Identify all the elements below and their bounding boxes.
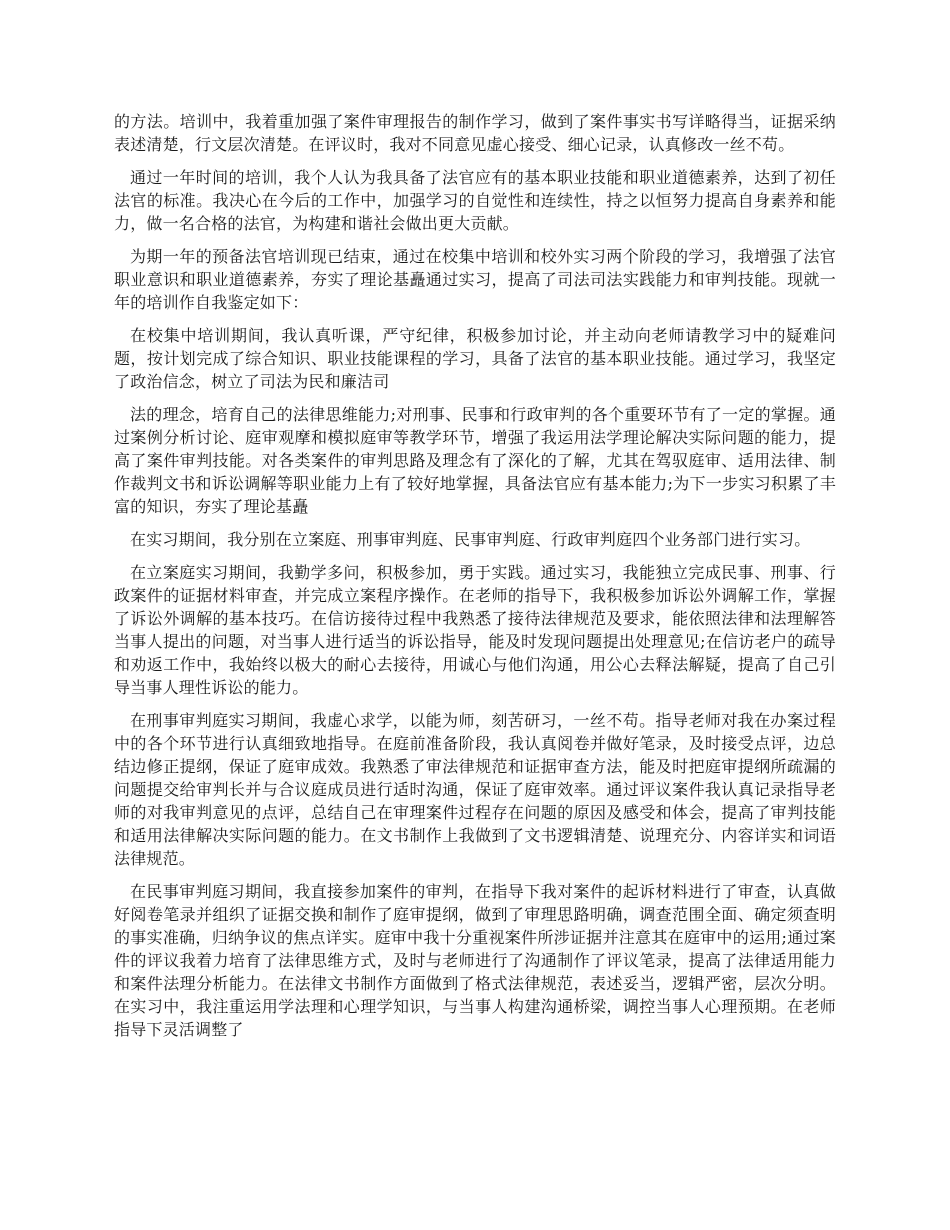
paragraph-2: 通过一年时间的培训，我个人认为我具备了法官应有的基本职业技能和职业道德素养，达到了初任法官的标准。我决心在今后的工作中，加强学习的自觉性和连续性，持之以恒努力提高自身素养和能力，做一名合格的法官，为构建和谐社会做出更大贡献。	[114, 168, 836, 233]
paragraph-5: 法的理念，培育自己的法律思维能力;对刑事、民事和行政审判的各个重要环节有了一定的掌握。通过案例分析讨论、庭审观摩和模拟庭审等教学环节，增强了我运用法学理论解决实际问题的能力，提高了案件审判技能。对各类案件的审判思路及理念有了深化的了解，尤其在驾驭庭审、适用法律、制作裁判文书和诉讼调解等职业能力上有了较好地掌握，具备法官应有基本能力;为下一步实习积累了丰富的知识，夯实了理论基矗	[114, 405, 836, 516]
paragraph-7: 在立案庭实习期间，我勤学多问，积极参加，勇于实践。通过实习，我能独立完成民事、刑事、行政案件的证据材料审查，并完成立案程序操作。在老师的指导下，我积极参加诉讼外调解工作，掌握了诉讼外调解的基本技巧。在信访接待过程中我熟悉了接待法律规范及要求，能依照法律和法理解答当事人提出的问题，对当事人进行适当的诉讼指导，能及时发现问题提出处理意见;在信访老户的疏导和劝返工作中，我始终以极大的耐心去接待，用诚心与他们沟通，用公心去释法解疑，提高了自己引导当事人理性诉讼的能力。	[114, 563, 836, 697]
paragraph-6: 在实习期间，我分别在立案庭、刑事审判庭、民事审判庭、行政审判庭四个业务部门进行实习。	[130, 530, 811, 549]
paragraph-8: 在刑事审判庭实习期间，我虚心求学，以能为师，刻苦研习，一丝不苟。指导老师对我在办案过程中的各个环节进行认真细致地指导。在庭前准备阶段，我认真阅卷并做好笔录，及时接受点评，边总结边修正提纲，保证了庭审成效。我熟悉了审法律规范和证据审查方法，能及时把庭审提纲所疏漏的问题提交给审判长并与合议庭成员进行适时沟通，保证了庭审效率。通过评议案件我认真记录指导老师的对我审判意见的点评，总结自己在审理案件过程存在问题的原因及感受和体会，提高了审判技能和适用法律解决实际问题的能力。在文书制作上我做到了文书逻辑清楚、说理充分、内容详实和词语法律规范。	[114, 711, 836, 868]
paragraph-4: 在校集中培训期间，我认真听课，严守纪律，积极参加讨论，并主动向老师请教学习中的疑难问题，按计划完成了综合知识、职业技能课程的学习，具备了法官的基本职业技能。通过学习，我坚定了政治信念，树立了司法为民和廉洁司	[114, 326, 836, 391]
paragraph-1: 的方法。培训中，我着重加强了案件审理报告的制作学习，做到了案件事实书写详略得当，证据采纳表述清楚，行文层次清楚。在评议时，我对不同意见虚心接受、细心记录，认真修改一丝不苟。	[114, 112, 836, 154]
document-page	[114, 110, 836, 1051]
paragraph-3: 为期一年的预备法官培训现已结束，通过在校集中培训和校外实习两个阶段的学习，我增强了法官职业意识和职业道德素养，夯实了理论基矗通过实习，提高了司法司法实践能力和审判技能。现就一年的培训作自我鉴定如下：	[114, 247, 836, 312]
paragraph-9: 在民事审判庭习期间，我直接参加案件的审判，在指导下我对案件的起诉材料进行了审查，认真做好阅卷笔录并组织了证据交换和制作了庭审提纲，做到了审理思路明确，调查范围全面、确定须查明的事实准确，归纳争议的焦点详实。庭审中我十分重视案件所涉证据并注意其在庭审中的运用;通过案件的评议我着力培育了法律思维方式，及时与老师进行了沟通制作了评议笔录，提高了法律适用能力和案件法理分析能力。在法律文书制作方面做到了格式法律规范，表述妥当，逻辑严密，层次分明。在实习中，我注重运用学法理和心理学知识，与当事人构建沟通桥梁，调控当事人心理预期。在老师指导下灵活调整了	[114, 882, 836, 1039]
